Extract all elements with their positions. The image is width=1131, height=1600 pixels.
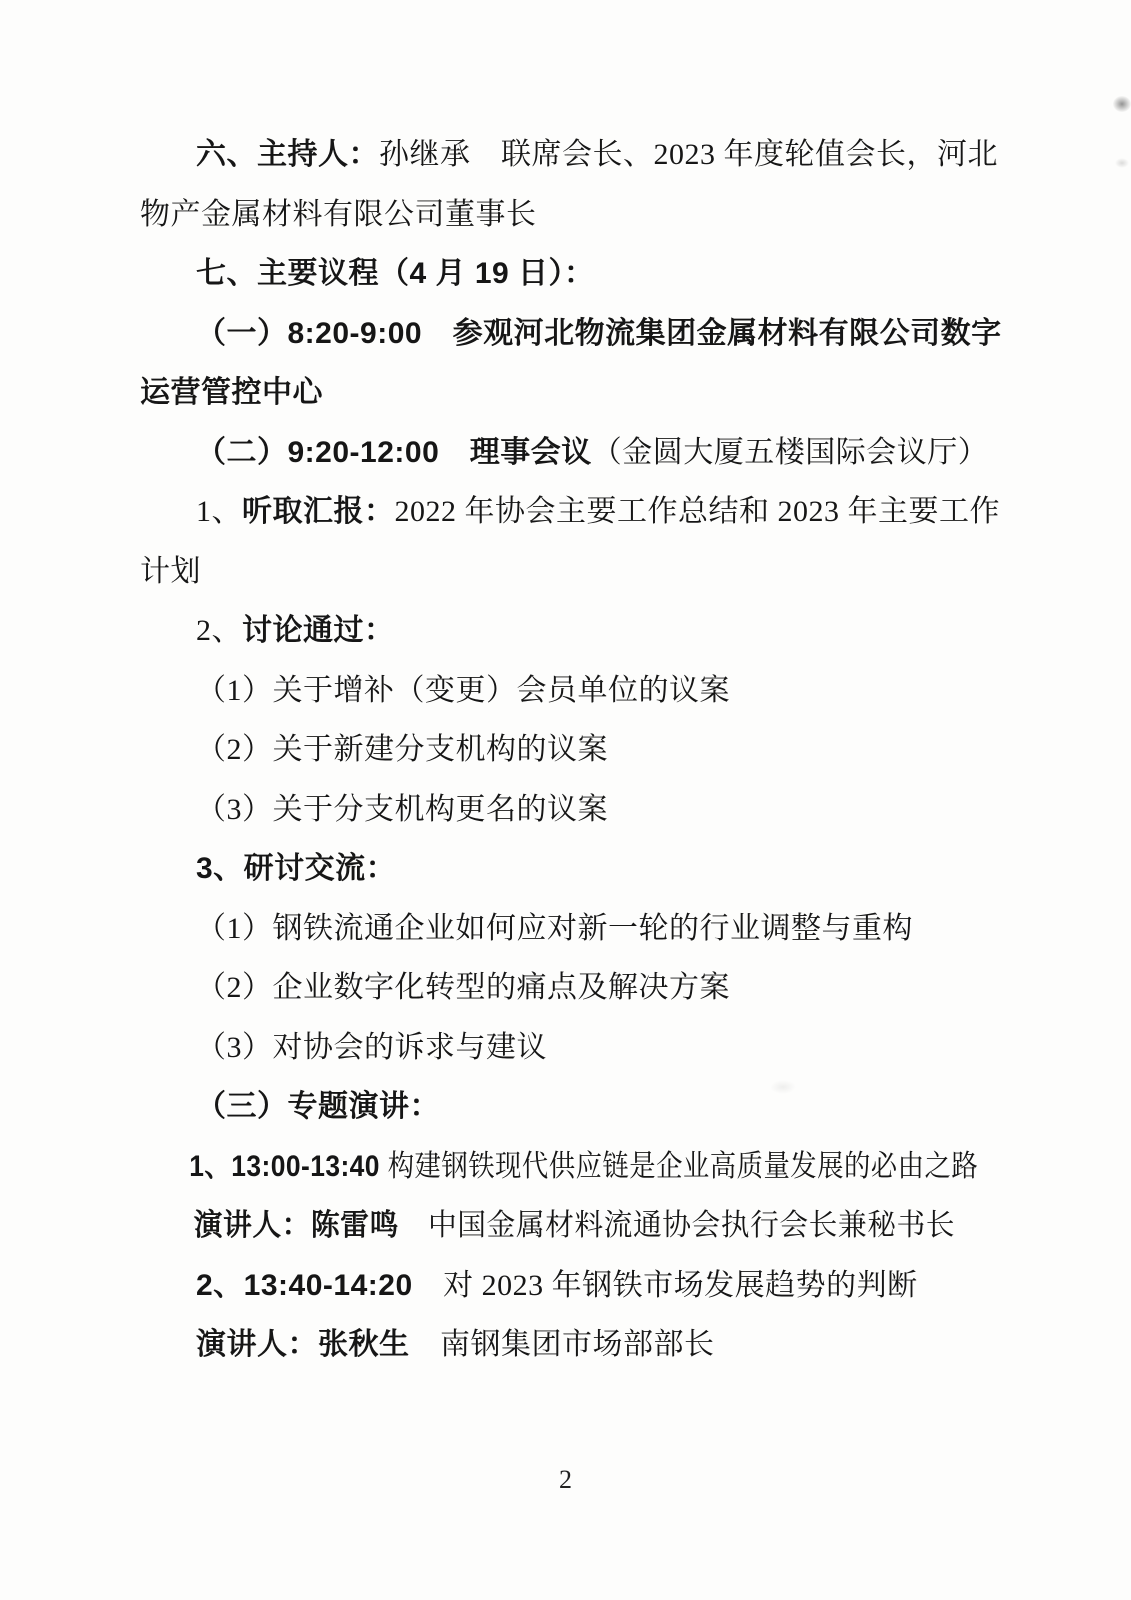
text-segment: 运营管控中心 (140, 376, 323, 409)
line-sub-1-report (140, 482, 1000, 542)
line-proposal-3 (140, 780, 992, 840)
text-segment: 七、主要议程（4 月 19 日）： (196, 257, 595, 290)
text-segment: 3、研讨交流： (196, 852, 397, 885)
text-segment: （3）对协会的诉求与建议 (196, 1030, 547, 1064)
line-seminar-topic-1 (140, 899, 992, 959)
text-segment: （1）关于增补（变更）会员单位的议案 (196, 673, 730, 707)
text-segment: （金圆大厦五楼国际会议厅） (591, 435, 989, 469)
line-speech-2-speaker (140, 1315, 992, 1375)
line-proposal-2 (140, 720, 992, 780)
line-item-2-council-meeting (140, 423, 992, 483)
text-segment: 对 2023 年钢铁市场发展趋势的判断 (412, 1268, 918, 1302)
text-segment: （3）关于分支机构更名的议案 (196, 792, 608, 826)
line-speech-1-speaker (140, 1196, 958, 1256)
text-segment: 六、主持人： (196, 138, 379, 171)
line-proposal-1 (140, 661, 992, 721)
line-sub-2-discussion (140, 601, 992, 661)
line-seminar-topic-2 (140, 958, 992, 1018)
line-sub-3-seminar (140, 839, 992, 899)
text-segment: 南钢集团市场部部长 (409, 1328, 715, 1361)
text-segment: （三）专题演讲： (196, 1090, 440, 1123)
scan-artifact (1115, 158, 1129, 168)
text-segment: 2022 年协会主要工作总结和 2023 年主要工作 (394, 495, 1000, 528)
text-segment: 2、13:40-14:20 (196, 1268, 413, 1302)
line-host-presider (140, 125, 998, 185)
document-body (140, 125, 1002, 1375)
text-segment: （1）钢铁流通企业如何应对新一轮的行业调整与重构 (196, 911, 913, 945)
line-host-presider-cont (140, 185, 992, 245)
text-segment: 孙继承 联席会长、2023 年度轮值会长，河北 (379, 138, 998, 171)
text-segment: 讨论通过： (242, 614, 395, 647)
line-item-1-visit (140, 304, 1002, 364)
text-segment: 中国金属材料流通协会执行会长兼秘书长 (398, 1209, 956, 1242)
text-segment: 听取汇报： (242, 495, 395, 528)
line-speech-2 (140, 1256, 992, 1316)
scan-artifact (1113, 96, 1131, 112)
text-segment: 演讲人：张秋生 (196, 1328, 410, 1361)
text-segment: （二）9:20-12:00 理事会议 (196, 435, 592, 469)
line-agenda-heading (140, 244, 992, 304)
line-item-1-visit-cont (140, 363, 992, 423)
text-segment: 计划 (140, 554, 201, 588)
text-segment: （2）企业数字化转型的痛点及解决方案 (196, 971, 730, 1004)
text-segment: 1、 (196, 495, 242, 528)
text-segment: 演讲人：陈雷鸣 (193, 1209, 399, 1242)
text-segment: 2、 (196, 614, 242, 647)
page-number: 2 (559, 1465, 572, 1494)
line-sub-1-report-cont (140, 542, 992, 602)
text-segment: 1、13:00-13:40 (189, 1149, 388, 1183)
line-speech-1 (140, 1137, 979, 1197)
line-seminar-topic-3 (140, 1018, 992, 1078)
text-segment: （2）关于新建分支机构的议案 (196, 733, 608, 766)
text-segment: 构建钢铁现代供应链是企业高质量发展的必由之路 (387, 1149, 979, 1183)
line-item-3-keynote-heading (140, 1077, 992, 1137)
text-segment: 物产金属材料有限公司董事长 (140, 197, 537, 231)
text-segment: （一）8:20-9:00 参观河北物流集团金属材料有限公司数字 (196, 316, 1002, 350)
